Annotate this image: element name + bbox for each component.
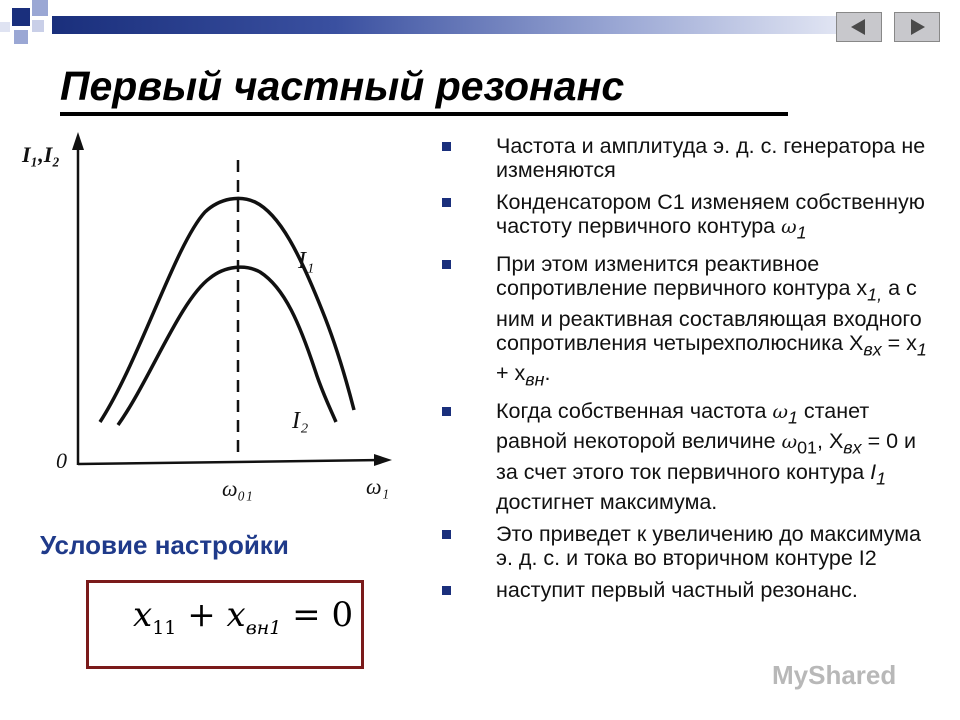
x-axis-arrow [374,454,392,466]
corner-square-2 [32,0,48,16]
corner-square-3 [32,20,44,32]
list-item: Частота и амплитуда э. д. с. генератора не изменяются [436,134,936,182]
tuning-formula: $x_{11} + x_{вн1} = 0$ [133,595,354,639]
list-item: наступит первый частный резонанс. [436,578,936,602]
title-underline [60,112,788,116]
header-bar [52,16,860,34]
origin-label: 0 [56,448,67,473]
list-item: При этом изменится реактивное сопротивление первичного контура $х_{1,}$ а с ним и реактивная составляющая входного сопротивления четырехполюсника $Х_{вх} = х_1 + х_{вн}$. [436,252,936,391]
prev-slide-button[interactable] [836,12,882,42]
bullet-square-icon [442,142,451,151]
y-axis-arrow [72,132,84,150]
next-slide-button[interactable] [894,12,940,42]
bullet-square-icon [442,586,451,595]
arrow-right-icon [895,13,939,41]
bullet-list [436,134,936,610]
bullet-square-icon [442,198,451,207]
x-axis-label: ω₁ [366,474,390,499]
watermark: MyShared [772,660,897,690]
corner-square-4 [14,30,28,44]
bullet-square-icon [442,407,451,416]
curve-i2-label: I₂ [292,408,309,434]
curve-i1-label: I₁ [298,248,315,274]
arrow-left-icon [837,13,881,41]
corner-square-5 [0,22,10,32]
curve-i1 [100,198,354,422]
list-item: Это приведет к увеличению до максимума э. д. с. и тока во вторичном контуре I2 [436,522,936,570]
bullet-square-icon [442,530,451,539]
corner-square-1 [12,8,30,26]
resonance-graph [0,125,420,525]
page-title: Первый частный резонанс [60,63,625,109]
x-mark-label: ω₀₁ [222,476,253,501]
list-item: Конденсатором С1 изменяем собственную частоту первичного контура $\omega_1$ [436,190,936,244]
y-axis-label: I₁,I₂ [22,142,60,167]
list-item: Когда собственная частота $\omega_1$ станет равной некоторой величине $\omega_{01}$, $Х_{вх} = 0$ и за счет этого ток первичного контура $I_1$ достигнет максимума. [436,399,936,514]
condition-heading: Условие настройки [40,530,289,560]
x-axis [78,460,385,464]
bullet-square-icon [442,260,451,269]
curve-i2 [118,267,336,425]
formula-box [86,580,364,669]
